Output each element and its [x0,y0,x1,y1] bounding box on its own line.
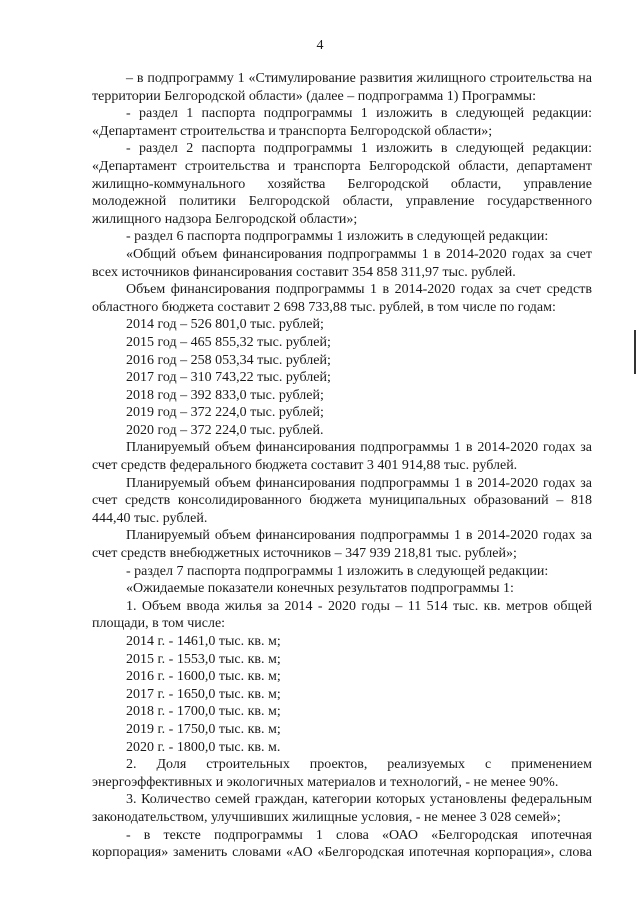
list-item: 2014 год – 526 801,0 тыс. рублей; [126,317,324,333]
paragraph-total-funding: «Общий объем финансирования подпрограммы 1 в 2014-2020 годах за счет всех источников финансирования составит 354 858 311,97 тыс. рублей. [92,246,592,280]
paragraph-expected-results: «Ожидаемые показатели конечных результатов подпрограммы 1: [126,581,514,597]
list-item: 2018 год – 392 833,0 тыс. рублей; [126,387,324,403]
paragraph-families-count: 3. Количество семей граждан, категории которых установлены федеральным законодательством, улучшивших жилищные условия, - не менее 3 028 семей»; [92,792,592,825]
paragraph-extrabudgetary: Планируемый объем финансирования подпрограммы 1 в 2014-2020 годах за счет средств внебюджетных источников – 347 939 218,81 тыс. рублей»; [92,528,592,562]
list-item: 2016 год – 258 053,34 тыс. рублей; [126,352,331,368]
paragraph-section-6: - раздел 6 паспорта подпрограммы 1 изложить в следующей редакции: [126,229,549,245]
list-item: 2019 г. - 1750,0 тыс. кв. м; [126,721,281,737]
page-number: 4 [316,38,324,53]
paragraph-housing-volume: 1. Объем ввода жилья за 2014 - 2020 годы – 11 514 тыс. кв. метров общей площади, в том числе: [92,598,592,632]
paragraph-federal-budget: Планируемый объем финансирования подпрограммы 1 в 2014-2020 годах за счет средств федерального бюджета составит 3 401 914,88 тыс. рублей. [92,440,592,474]
document-body [92,70,592,862]
paragraph-section-1: - раздел 1 паспорта подпрограммы 1 изложить в следующей редакции: «Департамент строительства и транспорта Белгородской области»; [92,106,592,139]
housing-by-year-list [92,633,592,756]
paragraph-section-7: - раздел 7 паспорта подпрограммы 1 изложить в следующей редакции: [126,563,549,579]
list-item: 2020 г. - 1800,0 тыс. кв. м. [126,739,281,755]
paragraph-regional-budget: Объем финансирования подпрограммы 1 в 2014-2020 годах за счет средств областного бюджета составит 2 698 733,88 тыс. рублей, в том числе по годам: [92,282,592,315]
list-item: 2017 г. - 1650,0 тыс. кв. м; [126,686,281,702]
list-item: 2019 год – 372 224,0 тыс. рублей; [126,405,324,421]
paragraph-subprogram-intro: – в подпрограмму 1 «Стимулирование развития жилищного строительства на территории Белгородской области» (далее – подпрограмма 1) Программы: [92,71,592,104]
funding-by-year-list [92,316,592,439]
list-item: 2018 г. - 1700,0 тыс. кв. м; [126,704,281,720]
list-item: 2020 год – 372 224,0 тыс. рублей. [126,422,324,438]
paragraph-text-replacement: - в тексте подпрограммы 1 слова «ОАО «Белгородская ипотечная корпорация» заменить словами «АО «Белгородская ипотечная корпорация», слова [92,827,592,861]
paragraph-municipal-budget: Планируемый объем финансирования подпрограммы 1 в 2014-2020 годах за счет средств консолидированного бюджета муниципальных образований – 818 444,40 тыс. рублей. [92,475,592,526]
paragraph-energy-efficient-share: 2. Доля строительных проектов, реализуемых с применением энергоэффективных и экологичных материалов и технологий, - не менее 90%. [92,757,592,790]
list-item: 2015 год – 465 855,32 тыс. рублей; [126,334,331,350]
list-item: 2017 год – 310 743,22 тыс. рублей; [126,370,331,386]
paragraph-section-2: - раздел 2 паспорта подпрограммы 1 изложить в следующей редакции: «Департамент строительства и транспорта Белгородской области, департамент жилищно-коммунального хозяйства Белгородской области, управление молодежной политики Белгородской области, управление государственного жилищного надзора Белгородской области»; [92,141,592,227]
list-item: 2014 г. - 1461,0 тыс. кв. м; [126,634,281,649]
list-item: 2016 г. - 1600,0 тыс. кв. м; [126,669,281,685]
scan-edge-mark [634,330,636,374]
list-item: 2015 г. - 1553,0 тыс. кв. м; [126,651,281,667]
